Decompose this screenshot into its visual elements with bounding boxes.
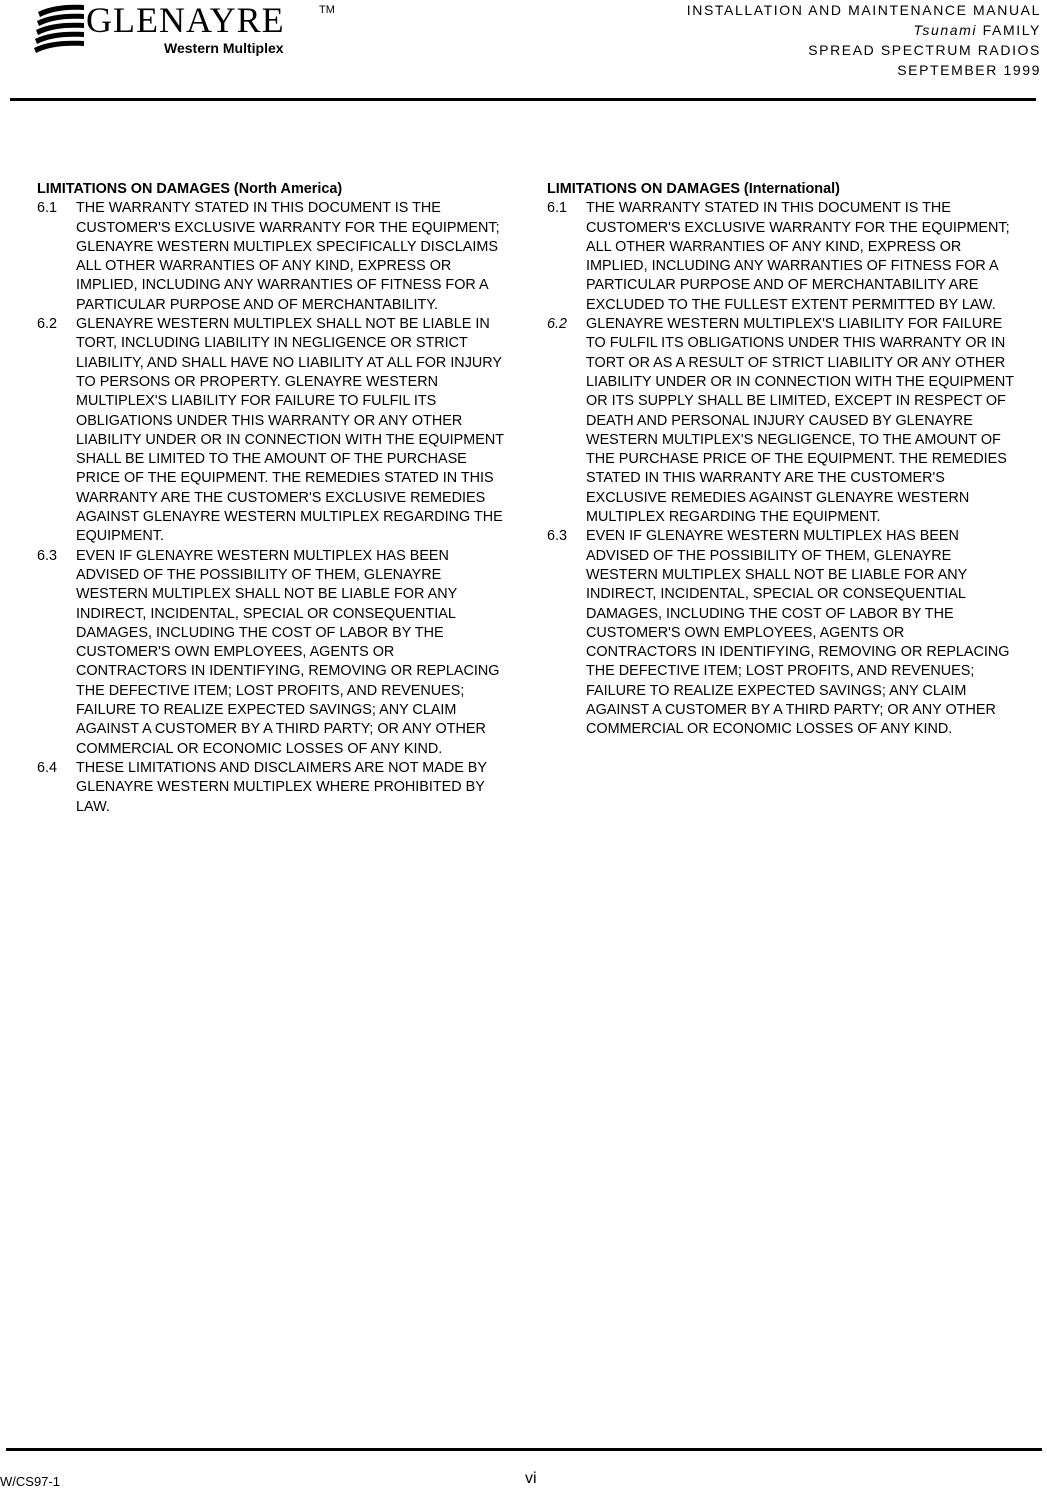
logo-subtitle: Western Multiplex (164, 40, 284, 56)
clause-text: GLENAYRE WESTERN MULTIPLEX'S LIABILITY FOR FAILURE TO FULFIL ITS OBLIGATIONS UNDER THIS WARRANTY OR IN TORT OR AS A RESULT OF STRICT LIABILITY OR ANY OTHER LIABILITY UNDER OR IN CONNECTION WITH THE EQUIPMENT OR ITS SUPPLY SHALL BE LIMITED, EXCEPT IN RESPECT OF DEATH AND PERSONAL INJURY CAUSED BY GLENAYRE WESTERN MULTIPLEX'S NEGLIGENCE, TO THE AMOUNT OF THE PURCHASE PRICE OF THE EQUIPMENT. THE REMEDIES STATED IN THIS WARRANTY ARE THE CUSTOMER'S EXCLUSIVE REMEDIES AGAINST GLENAYRE WESTERN MULTIPLEX REGARDING THE EQUIPMENT. (586, 316, 1014, 526)
clause-number: 6.2 (37, 316, 58, 333)
clause-text: THE WARRANTY STATED IN THIS DOCUMENT IS THE CUSTOMER'S EXCLUSIVE WARRANTY FOR THE EQUIPMENT; GLENAYRE WESTERN MULTIPLEX SPECIFICALLY DISCLAIMS ALL OTHER WARRANTIES OF ANY KIND, EXPRESS OR IMPLIED, INCLUDING ANY WARRANTIES OF FITNESS FOR A PARTICULAR PURPOSE AND OF MERCHANTABILITY. (76, 200, 500, 313)
right-column (547, 180, 1017, 740)
clause-text: EVEN IF GLENAYRE WESTERN MULTIPLEX HAS BEEN ADVISED OF THE POSSIBILITY OF THEM, GLENAYRE WESTERN MULTIPLEX SHALL NOT BE LIABLE FOR ANY INDIRECT, INCIDENTAL, SPECIAL OR CONSEQUENTIAL DAMAGES, INCLUDING THE COST OF LABOR BY THE CUSTOMER'S OWN EMPLOYEES, AGENTS OR CONTRACTORS IN IDENTIFYING, REMOVING OR REPLACING THE DEFECTIVE ITEM; LOST PROFITS, AND REVENUES; FAILURE TO REALIZE EXPECTED SAVINGS; ANY CLAIM AGAINST A CUSTOMER BY A THIRD PARTY; OR ANY OTHER COMMERCIAL OR ECONOMIC LOSSES OF ANY KIND. (586, 528, 1010, 738)
clause-number: 6.4 (37, 759, 58, 776)
product-family-suffix: FAMILY (977, 22, 1041, 38)
clause-text: GLENAYRE WESTERN MULTIPLEX SHALL NOT BE LIABLE IN TORT, INCLUDING LIABILITY IN NEGLIGENCE OR STRICT LIABILITY, AND SHALL HAVE NO LIABILITY AT ALL FOR INJURY TO PERSONS OR PROPERTY. GLENAYRE WESTERN MULTIPLEX'S LIABILITY FOR FAILURE TO FULFIL ITS OBLIGATIONS UNDER THIS WARRANTY OR ANY OTHER LIABILITY UNDER OR IN CONNECTION WITH THE EQUIPMENT SHALL BE LIMITED TO THE AMOUNT OF THE PURCHASE PRICE OF THE EQUIPMENT. THE REMEDIES STATED IN THIS WARRANTY ARE THE CUSTOMER'S EXCLUSIVE REMEDIES AGAINST GLENAYRE WESTERN MULTIPLEX REGARDING THE EQUIPMENT. (76, 316, 504, 545)
header-divider (10, 98, 1036, 101)
clause-na-6-2 (37, 315, 507, 547)
clause-number: 6.1 (37, 200, 58, 217)
product-family-line (687, 20, 1041, 40)
logo-trademark: TM (319, 4, 335, 16)
clause-text: EVEN IF GLENAYRE WESTERN MULTIPLEX HAS BEEN ADVISED OF THE POSSIBILITY OF THEM, GLENAYRE WESTERN MULTIPLEX SHALL NOT BE LIABLE FOR ANY INDIRECT, INCIDENTAL, SPECIAL OR CONSEQUENTIAL DAMAGES, INCLUDING THE COST OF LABOR BY THE CUSTOMER'S OWN EMPLOYEES, AGENTS OR CONTRACTORS IN IDENTIFYING, REMOVING OR REPLACING THE DEFECTIVE ITEM; LOST PROFITS, AND REVENUES; FAILURE TO REALIZE EXPECTED SAVINGS; ANY CLAIM AGAINST A CUSTOMER BY A THIRD PARTY; OR ANY OTHER COMMERCIAL OR ECONOMIC LOSSES OF ANY KIND. (76, 547, 500, 757)
clause-text: THE WARRANTY STATED IN THIS DOCUMENT IS THE CUSTOMER'S EXCLUSIVE WARRANTY FOR THE EQUIPMENT; ALL OTHER WARRANTIES OF ANY KIND, EXPRESS OR IMPLIED, INCLUDING ANY WARRANTIES OF FITNESS FOR A PARTICULAR PURPOSE AND OF MERCHANTABILITY ARE EXCLUDED TO THE FULLEST EXTENT PERMITTED BY LAW. (586, 200, 1010, 313)
clause-number: 6.3 (37, 547, 58, 564)
clause-text: THESE LIMITATIONS AND DISCLAIMERS ARE NOT MADE BY GLENAYRE WESTERN MULTIPLEX WHERE PROHIBITED BY LAW. (76, 759, 487, 815)
clause-intl-6-2 (547, 315, 1017, 527)
section-title-international: LIMITATIONS ON DAMAGES (International) (547, 181, 840, 197)
manual-title: INSTALLATION AND MAINTENANCE MANUAL (686, 2, 1041, 18)
clause-number: 6.3 (547, 528, 568, 545)
swoosh-stripes-icon (34, 2, 86, 58)
clause-na-6-3 (37, 547, 507, 759)
clause-intl-6-3 (547, 527, 1017, 739)
clause-na-6-1 (37, 199, 507, 315)
page-number: vi (525, 1470, 537, 1487)
logo-wordmark: GLENAYRE (86, 0, 285, 40)
document-code: W/CS97-1 (0, 1474, 60, 1489)
product-name: Tsunami (913, 22, 978, 38)
manual-header (687, 0, 1041, 80)
publication-date: SEPTEMBER 1999 (897, 62, 1041, 78)
product-category: SPREAD SPECTRUM RADIOS (808, 42, 1041, 58)
clause-number: 6.1 (547, 200, 568, 217)
clause-intl-6-1 (547, 199, 1017, 315)
clause-na-6-4 (37, 759, 507, 817)
clause-number: 6.2 (547, 316, 568, 333)
company-logo (34, 2, 344, 62)
left-column (37, 180, 507, 817)
section-title-north-america: LIMITATIONS ON DAMAGES (North America) (37, 181, 343, 197)
footer-divider (6, 1448, 1042, 1451)
